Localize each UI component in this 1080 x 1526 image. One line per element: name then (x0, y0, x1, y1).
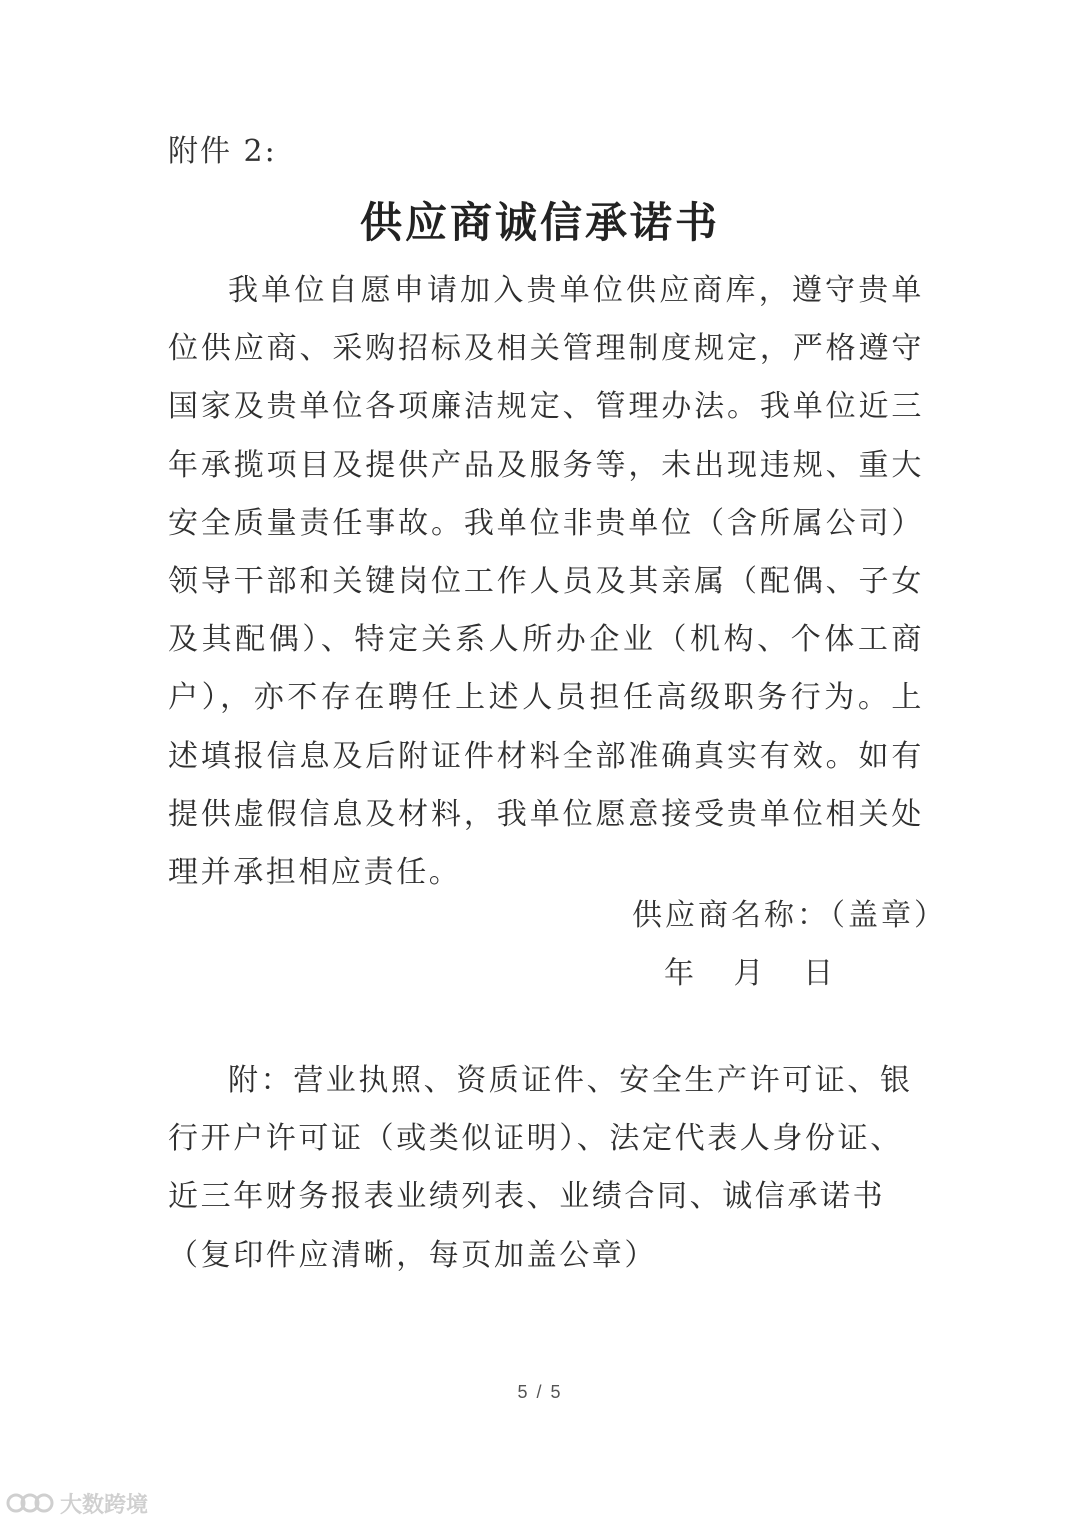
watermark-text: 大数跨境 (60, 1492, 149, 1518)
page-title: 供应商诚信承诺书 (359, 198, 720, 247)
attachments-note: 附：营业执照、资质证件、安全生产许可证、银行开户许可证（或类似证明）、法定代表人身份证、近三年财务报表业绩列表、业绩合同、诚信承诺书（复印件应清晰，每页加盖公章） (168, 1063, 913, 1273)
brand-logo-icon (6, 1489, 54, 1517)
date-field: 年 月 日 (664, 956, 838, 991)
annex-label: 附件 2: (168, 134, 277, 169)
watermark (6, 1488, 148, 1518)
supplier-name-field: 供应商名称：（盖章） (632, 898, 947, 933)
page-number: 5 / 5 (517, 1382, 563, 1402)
commitment-body: 我单位自愿申请加入贵单位供应商库，遵守贵单位供应商、采购招标及相关管理制度规定，严格遵守国家及贵单位各项廉洁规定、管理办法。我单位近三年承揽项目及提供产品及服务等，未出现违规、重大安全质量责任事故。我单位非贵单位（含所属公司）领导干部和关键岗位工作人员及其亲属（配偶、子女及其配偶）、特定关系人所办企业（机构、个体工商户），亦不存在聘任上述人员担任高级职务行为。上述填报信息及后附证件材料全部准确真实有效。如有提供虚假信息及材料，我单位愿意接受贵单位相关处理并承担相应责任。 (168, 273, 924, 891)
